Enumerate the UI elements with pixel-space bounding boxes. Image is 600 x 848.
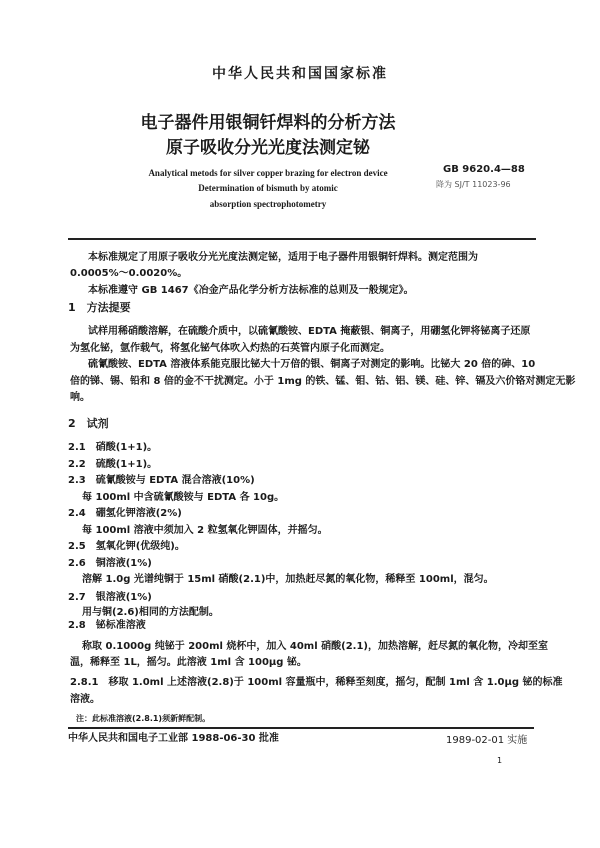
section-heading: 1 方法提要: [68, 301, 131, 314]
body-line: 倍的锑、锡、铅和 8 倍的金不干扰测定。小于 1mg 的铁、锰、钼、钴、铝、镁、硅、锌、镉及六价铬对测定无影: [70, 376, 576, 387]
body-line: 2.8 铋标准溶液: [68, 620, 146, 631]
body-line: 响。: [70, 392, 90, 403]
section-heading: 2 试剂: [68, 417, 109, 430]
body-line: 称取 0.1000g 纯铋于 200ml 烧杯中，加入 40ml 硝酸(2.1)，加热溶解，赶尽氮的氧化物，冷却至室: [82, 641, 548, 652]
title-line2: 原子吸收分光光度法测定铋: [166, 138, 370, 158]
approval-note: 中华人民共和国电子工业部 1988-06-30 批准: [68, 733, 279, 744]
body-line: 2.3 硫氰酸铵与 EDTA 混合溶液(10%): [68, 475, 255, 486]
body-line: 2.7 银溶液(1%): [68, 592, 152, 603]
body-line: 本标准规定了用原子吸收分光光度法测定铋，适用于电子器件用银铜钎焊料。测定范围为: [88, 252, 478, 263]
national-standard-heading: 中华人民共和国国家标准: [212, 66, 388, 82]
body-line: 为氢化铋，氩作载气，将氢化铋气体吹入灼热的石英管内原子化而测定。: [70, 343, 390, 354]
page-number: 1: [497, 756, 503, 765]
header-rule: [68, 238, 536, 240]
downgraded-note: 降为 SJ/T 11023-96: [436, 180, 511, 189]
body-line: 试样用稀硝酸溶解，在硫酸介质中，以硫氰酸铵、EDTA 掩蔽银、铜离子，用硼氢化钾将铋离子还原: [88, 326, 531, 337]
body-line: 2.5 氢氧化钾(优级纯)。: [68, 541, 185, 552]
english-title-1: Analytical metods for silver copper brazing for electron device: [148, 168, 388, 178]
implementation-date: 1989-02-01 实施: [446, 735, 528, 746]
body-line: 每 100ml 溶液中须加入 2 粒氢氧化钾固体，并摇匀。: [82, 525, 328, 536]
body-line: 2.8.1 移取 1.0ml 上述溶液(2.8)于 100ml 容量瓶中，稀释至刻度，摇匀，配制 1ml 含 1.0μg 铋的标准: [70, 677, 563, 688]
body-line: 2.2 硫酸(1+1)。: [68, 459, 158, 470]
body-line: 硫氰酸铵、EDTA 溶液体系能克服比铋大十万倍的银、铜离子对测定的影响。比铋大 20 倍的砷、10: [88, 359, 536, 370]
body-line: 2.6 铜溶液(1%): [68, 558, 152, 569]
body-line: 温，稀释至 1L，摇匀。此溶液 1ml 含 100μg 铋。: [70, 657, 307, 668]
standard-number: GB 9620.4—88: [443, 164, 525, 175]
body-line: 每 100ml 中含硫氰酸铵与 EDTA 各 10g。: [82, 492, 285, 503]
body-line: 注：此标准溶液(2.8.1)须新鲜配制。: [76, 714, 211, 723]
english-title-2: Determination of bismuth by atomic: [198, 183, 338, 193]
body-line: 0.0005%～0.0020%。: [70, 268, 188, 279]
footer-rule: [68, 727, 534, 729]
body-line: 溶液。: [70, 694, 100, 705]
body-line: 2.4 硼氢化钾溶液(2%): [68, 508, 182, 519]
body-line: 2.1 硝酸(1+1)。: [68, 442, 158, 453]
body-line: 本标准遵守 GB 1467《冶金产品化学分析方法标准的总则及一般规定》。: [88, 285, 414, 296]
body-line: 溶解 1.0g 光谱纯铜于 15ml 硝酸(2.1)中，加热赶尽氮的氧化物，稀释至 100ml，混匀。: [82, 574, 494, 585]
english-title-3: absorption spectrophotometry: [209, 199, 327, 209]
title-line1: 电子器件用银铜钎焊料的分析方法: [140, 113, 396, 133]
body-line: 用与铜(2.6)相同的方法配制。: [82, 607, 219, 618]
